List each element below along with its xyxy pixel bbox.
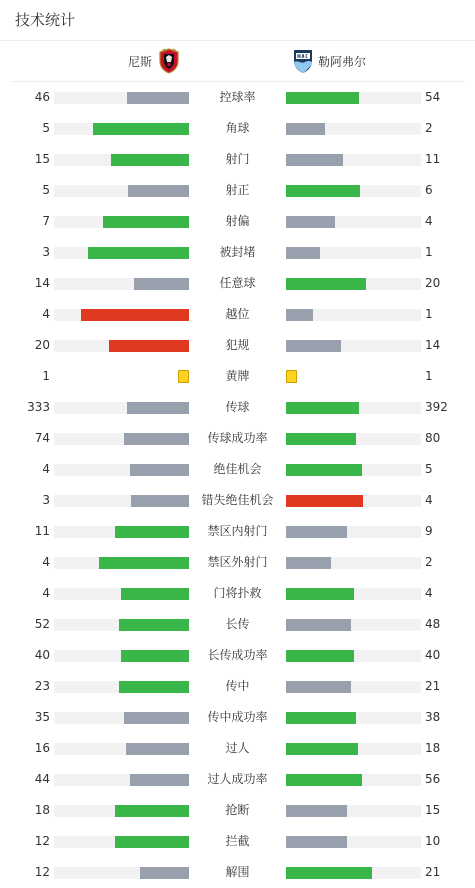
home-stat-bar-fill	[121, 650, 189, 662]
home-stat-value: 12	[34, 834, 50, 848]
home-stat-bar-fill	[124, 712, 189, 724]
home-stat-bar-fill	[124, 433, 189, 445]
home-stat-bar-fill	[119, 619, 189, 631]
away-stat-bar	[286, 743, 421, 755]
home-stat-bar	[54, 774, 189, 786]
away-stat-bar	[286, 588, 421, 600]
away-stat-bar	[286, 867, 421, 879]
home-stat-value: 40	[34, 648, 50, 662]
stat-label: 长传成功率	[207, 648, 268, 662]
home-stat-bar-fill	[111, 154, 189, 166]
stat-row	[0, 454, 475, 485]
away-stat-bar-fill	[286, 619, 351, 631]
stat-label: 解围	[225, 865, 250, 879]
home-stat-bar-fill	[109, 340, 189, 352]
away-stat-bar-fill	[286, 743, 358, 755]
away-stat-value: 6	[425, 183, 433, 197]
stat-label: 传中成功率	[207, 710, 268, 724]
away-stat-value: 18	[425, 741, 441, 755]
stat-label: 错失绝佳机会	[201, 493, 274, 507]
home-stat-value: 7	[42, 214, 50, 228]
away-stat-value: 80	[425, 431, 441, 445]
home-stat-value: 74	[34, 431, 50, 445]
home-stat-bar	[54, 495, 189, 507]
stat-label: 拦截	[225, 834, 250, 848]
away-stat-bar-fill	[286, 216, 335, 228]
stat-row	[0, 826, 475, 857]
stat-row	[0, 795, 475, 826]
home-stat-bar	[54, 526, 189, 538]
home-stat-bar	[54, 619, 189, 631]
away-stat-value: 5	[425, 462, 433, 476]
home-stat-value: 3	[42, 493, 50, 507]
away-stat-bar-fill	[286, 433, 356, 445]
stat-label: 传球成功率	[207, 431, 268, 445]
away-stat-bar-fill	[286, 681, 351, 693]
home-stat-bar	[54, 309, 189, 321]
stat-row	[0, 516, 475, 547]
stat-row	[0, 609, 475, 640]
away-stat-bar-fill	[286, 185, 360, 197]
home-stat-bar	[54, 681, 189, 693]
stat-label: 绝佳机会	[213, 462, 262, 476]
home-stat-bar	[54, 743, 189, 755]
away-stat-value: 48	[425, 617, 441, 631]
away-stat-bar	[286, 836, 421, 848]
stat-row	[0, 175, 475, 206]
home-stat-bar-fill	[130, 464, 189, 476]
home-stat-bar-fill	[81, 309, 189, 321]
away-stat-bar-fill	[286, 340, 341, 352]
home-team-name: 尼斯	[127, 54, 152, 69]
away-stat-value: 1	[425, 369, 433, 383]
stat-label: 门将扑救	[213, 586, 262, 600]
stat-row	[0, 361, 475, 392]
stat-row	[0, 423, 475, 454]
away-stat-bar-fill	[286, 278, 366, 290]
away-stat-bar-fill	[286, 464, 362, 476]
away-stat-value: 11	[425, 152, 441, 166]
away-stat-bar	[286, 619, 421, 631]
away-stat-bar-fill	[286, 805, 347, 817]
home-stat-value: 4	[42, 555, 50, 569]
away-stat-bar	[286, 154, 421, 166]
stat-label: 过人	[225, 741, 250, 755]
stat-row	[0, 144, 475, 175]
away-stat-value: 2	[425, 555, 433, 569]
home-stat-bar-fill	[103, 216, 189, 228]
away-stat-bar	[286, 123, 421, 135]
away-stat-bar-fill	[286, 557, 331, 569]
stat-row	[0, 82, 475, 113]
away-stat-value: 14	[425, 338, 441, 352]
away-stat-bar-fill	[286, 402, 359, 414]
away-stat-value: 2	[425, 121, 433, 135]
home-stat-value: 16	[34, 741, 50, 755]
stat-label: 禁区外射门	[207, 555, 268, 569]
away-stat-value: 4	[425, 586, 433, 600]
home-stat-bar	[54, 433, 189, 445]
home-stat-bar	[54, 185, 189, 197]
away-stat-value: 15	[425, 803, 441, 817]
away-stat-value: 40	[425, 648, 441, 662]
away-stat-bar	[286, 216, 421, 228]
stats-list	[0, 82, 475, 888]
home-stat-value: 4	[42, 307, 50, 321]
away-stat-value: 21	[425, 679, 441, 693]
away-stat-bar	[286, 433, 421, 445]
away-stat-bar-fill	[286, 650, 354, 662]
away-stat-bar	[286, 495, 421, 507]
home-stat-value: 4	[42, 462, 50, 476]
home-stat-bar-fill	[93, 123, 189, 135]
away-stat-value: 4	[425, 214, 433, 228]
home-stat-bar-fill	[128, 185, 189, 197]
stat-label: 任意球	[219, 276, 256, 290]
stat-label: 过人成功率	[207, 772, 268, 786]
away-stat-bar	[286, 557, 421, 569]
home-stat-bar	[54, 123, 189, 135]
stat-label: 长传	[225, 617, 250, 631]
stat-label: 抢断	[225, 803, 250, 817]
home-stat-bar	[54, 836, 189, 848]
home-stat-bar-fill	[127, 92, 189, 104]
away-stat-value: 10	[425, 834, 441, 848]
stat-label: 角球	[225, 121, 250, 135]
home-stat-bar-fill	[130, 774, 189, 786]
home-stat-bar-fill	[115, 836, 189, 848]
home-stat-value: 14	[34, 276, 50, 290]
away-stat-bar-fill	[286, 774, 362, 786]
home-stat-bar	[54, 402, 189, 414]
home-stat-bar-fill	[131, 495, 189, 507]
home-stat-bar	[54, 712, 189, 724]
away-stat-bar	[286, 464, 421, 476]
home-stat-bar-fill	[119, 681, 189, 693]
away-stat-value: 1	[425, 245, 433, 259]
yellow-card-icon	[286, 370, 297, 383]
stat-row	[0, 268, 475, 299]
away-stat-bar	[286, 92, 421, 104]
home-stat-bar	[54, 278, 189, 290]
away-stat-value: 4	[425, 493, 433, 507]
home-stat-value: 52	[34, 617, 50, 631]
away-stat-bar	[286, 185, 421, 197]
home-stat-value: 4	[42, 586, 50, 600]
away-stat-value: 9	[425, 524, 433, 538]
stat-label: 犯规	[225, 338, 250, 352]
home-stat-bar	[54, 340, 189, 352]
home-stat-bar	[54, 154, 189, 166]
home-stat-value: 1	[42, 369, 50, 383]
home-stat-bar	[54, 247, 189, 259]
home-stat-value: 5	[42, 183, 50, 197]
away-stat-bar-fill	[286, 92, 359, 104]
away-stat-value: 1	[425, 307, 433, 321]
home-stat-bar	[54, 867, 189, 879]
home-stat-value: 23	[34, 679, 50, 693]
home-stat-value: 333	[27, 400, 50, 414]
away-stat-bar-fill	[286, 712, 356, 724]
away-stat-bar-fill	[286, 495, 363, 507]
away-stat-value: 21	[425, 865, 441, 879]
stat-row	[0, 299, 475, 330]
away-stat-bar	[286, 526, 421, 538]
home-stat-value: 44	[34, 772, 50, 786]
home-stat-bar	[54, 464, 189, 476]
home-stat-bar	[54, 92, 189, 104]
away-stat-value: 20	[425, 276, 441, 290]
away-stat-bar-fill	[286, 867, 372, 879]
away-team-name: 勒阿弗尔	[318, 54, 367, 69]
home-stat-value: 35	[34, 710, 50, 724]
stat-label: 黄牌	[225, 369, 250, 383]
away-stat-bar	[286, 402, 421, 414]
away-stat-value: 38	[425, 710, 441, 724]
away-stat-value: 56	[425, 772, 441, 786]
home-team[interactable]	[128, 41, 180, 81]
ogc-nice-crest-icon	[158, 48, 180, 74]
away-stat-bar	[286, 805, 421, 817]
home-stat-bar-fill	[121, 588, 189, 600]
home-stat-bar-fill	[115, 526, 189, 538]
home-stat-bar	[54, 216, 189, 228]
yellow-card-icon	[178, 370, 189, 383]
stat-label: 射门	[225, 152, 250, 166]
home-stat-bar	[54, 650, 189, 662]
away-stat-bar	[286, 309, 421, 321]
stat-label: 射正	[225, 183, 250, 197]
away-stat-bar-fill	[286, 588, 354, 600]
home-stat-bar	[54, 557, 189, 569]
stat-label: 控球率	[219, 90, 256, 104]
away-stat-bar	[286, 247, 421, 259]
stat-label: 禁区内射门	[207, 524, 268, 538]
stat-row	[0, 671, 475, 702]
stat-label: 传球	[225, 400, 250, 414]
away-stat-value: 54	[425, 90, 441, 104]
stat-row	[0, 857, 475, 888]
home-stat-value: 20	[34, 338, 50, 352]
stat-row	[0, 578, 475, 609]
home-stat-value: 5	[42, 121, 50, 135]
stat-row	[0, 206, 475, 237]
away-stat-bar-fill	[286, 247, 320, 259]
stat-row	[0, 547, 475, 578]
stat-label: 射偏	[225, 214, 250, 228]
away-stat-bar-fill	[286, 526, 347, 538]
away-stat-bar	[286, 650, 421, 662]
away-stat-bar-fill	[286, 309, 313, 321]
away-stat-bar-fill	[286, 836, 347, 848]
stat-row	[0, 702, 475, 733]
away-stat-bar-fill	[286, 154, 343, 166]
away-stat-bar	[286, 278, 421, 290]
home-stat-bar	[54, 588, 189, 600]
home-stat-bar-fill	[126, 743, 189, 755]
home-stat-bar-fill	[134, 278, 189, 290]
stat-label: 越位	[225, 307, 250, 321]
home-stat-bar-fill	[115, 805, 189, 817]
stat-row	[0, 330, 475, 361]
away-stat-value: 392	[425, 400, 448, 414]
home-stat-value: 46	[34, 90, 50, 104]
home-stat-bar-fill	[88, 247, 189, 259]
stat-label: 传中	[225, 679, 250, 693]
away-stat-bar	[286, 712, 421, 724]
stat-row	[0, 485, 475, 516]
stat-row	[0, 113, 475, 144]
home-stat-bar-fill	[140, 867, 189, 879]
teams-header	[10, 41, 465, 82]
le-havre-ac-crest-icon	[292, 48, 314, 74]
away-team[interactable]	[292, 41, 366, 81]
away-stat-bar	[286, 681, 421, 693]
stat-row	[0, 392, 475, 423]
home-stat-value: 3	[42, 245, 50, 259]
home-stat-value: 11	[34, 524, 50, 538]
stat-row	[0, 640, 475, 671]
home-stat-bar-fill	[99, 557, 189, 569]
section-title: 技术统计	[0, 0, 475, 41]
home-stat-value: 15	[34, 152, 50, 166]
stat-label: 被封堵	[219, 245, 256, 259]
away-stat-bar	[286, 774, 421, 786]
home-stat-value: 12	[34, 865, 50, 879]
stat-row	[0, 764, 475, 795]
away-stat-bar	[286, 340, 421, 352]
home-stat-value: 18	[34, 803, 50, 817]
away-stat-bar-fill	[286, 123, 325, 135]
stat-row	[0, 237, 475, 268]
home-stat-bar	[54, 805, 189, 817]
stat-row	[0, 733, 475, 764]
home-stat-bar-fill	[127, 402, 189, 414]
